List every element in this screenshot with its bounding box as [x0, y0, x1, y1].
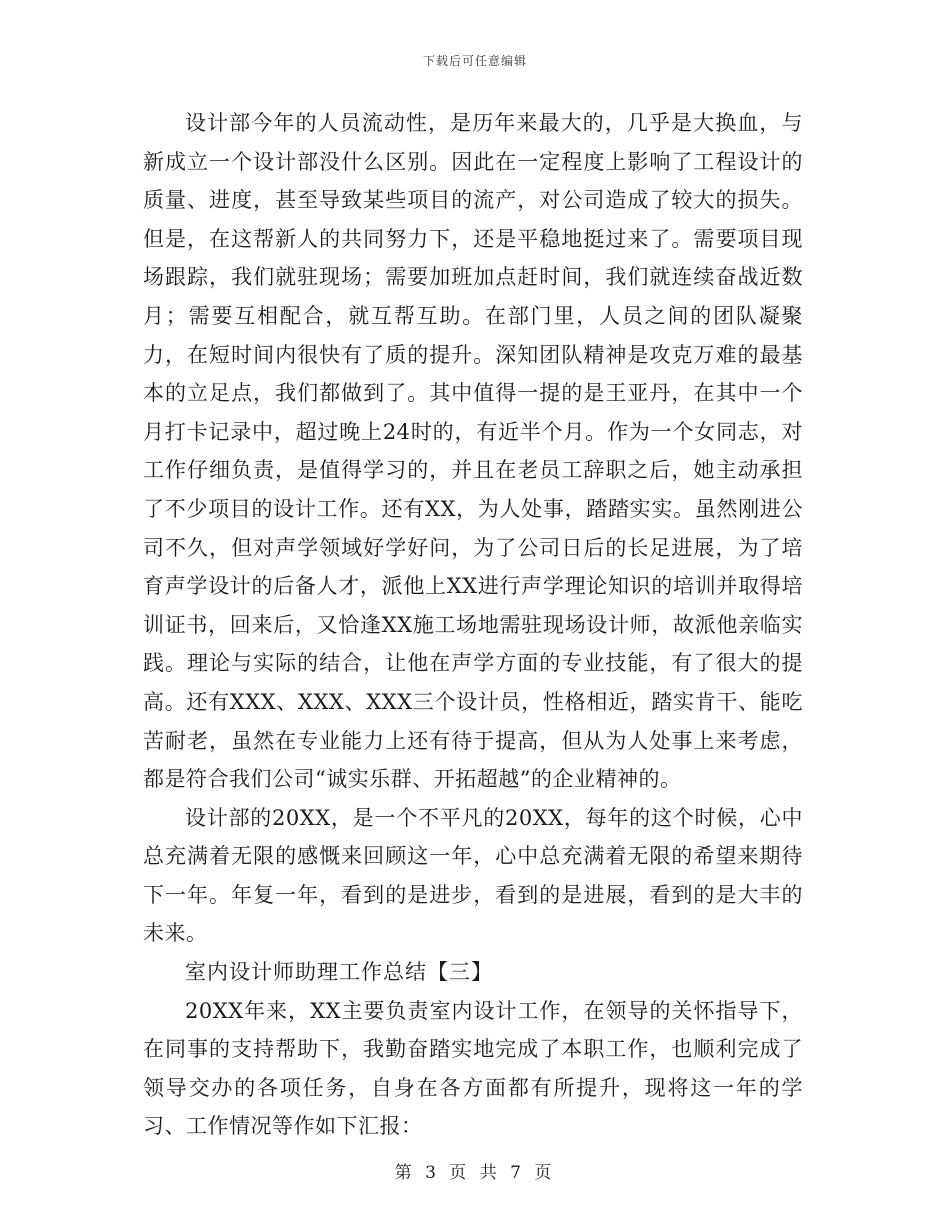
- header-note: 下载后可任意编辑: [422, 54, 527, 68]
- paragraph-3: 20XX年来，XX主要负责室内设计工作，在领导的关怀指导下，在同事的支持帮助下，我勤奋踏实地完成了本职工作，也顺利完成了领导交办的各项任务，自身在各方面都有所提升，现将这一年的学习、工作情况等作如下汇报：: [143, 998, 803, 1139]
- paragraph-2: 设计部的20XX，是一个不平凡的20XX，每年的这个时候，心中总充满着无限的感慨来回顾这一年，心中总充满着无限的希望来期待下一年。年复一年，看到的是进步，看到的是进展，看到的是大丰的未来。: [143, 805, 803, 946]
- document-body: [143, 104, 803, 1146]
- page-footer: 第 3 页 共 7 页: [394, 1163, 556, 1183]
- paragraph-1: 设计部今年的人员流动性，是历年来最大的，几乎是大换血，与新成立一个设计部没什么区别。因此在一定程度上影响了工程设计的质量、进度，甚至导致某些项目的流产，对公司造成了较大的损失。但是，在这帮新人的共同努力下，还是平稳地挺过来了。需要项目现场跟踪，我们就驻现场；需要加班加点赶时间，我们就连续奋战近数月；需要互相配合，就互帮互助。在部门里，人员之间的团队凝聚力，在短时间内很快有了质的提升。深知团队精神是攻克万难的最基本的立足点，我们都做到了。其中值得一提的是王亚丹，在其中一个月打卡记录中，超过晚上24时的，有近半个月。作为一个女同志，对工作仔细负责，是值得学习的，并且在老员工辞职之后，她主动承担了不少项目的设计工作。还有XX，为人处事，踏踏实实。虽然刚进公司不久，但对声学领域好学好问，为了公司日后的长足进展，为了培育声学设计的后备人才，派他上XX进行声学理论知识的培训并取得培训证书，回来后，又恰逢XX施工场地需驻现场设计师，故派他亲临实践。理论与实际的结合，让他在声学方面的专业技能，有了很大的提高。还有XXX、XXX、XXX三个设计员，性格相近，踏实肯干、能吃苦耐老，虽然在专业能力上还有待于提高，但从为人处事上来考虑，都是符合我们公司“诚实乐群、开拓超越”的企业精神的。: [143, 111, 803, 792]
- section-heading: 室内设计师助理工作总结【三】: [185, 960, 493, 985]
